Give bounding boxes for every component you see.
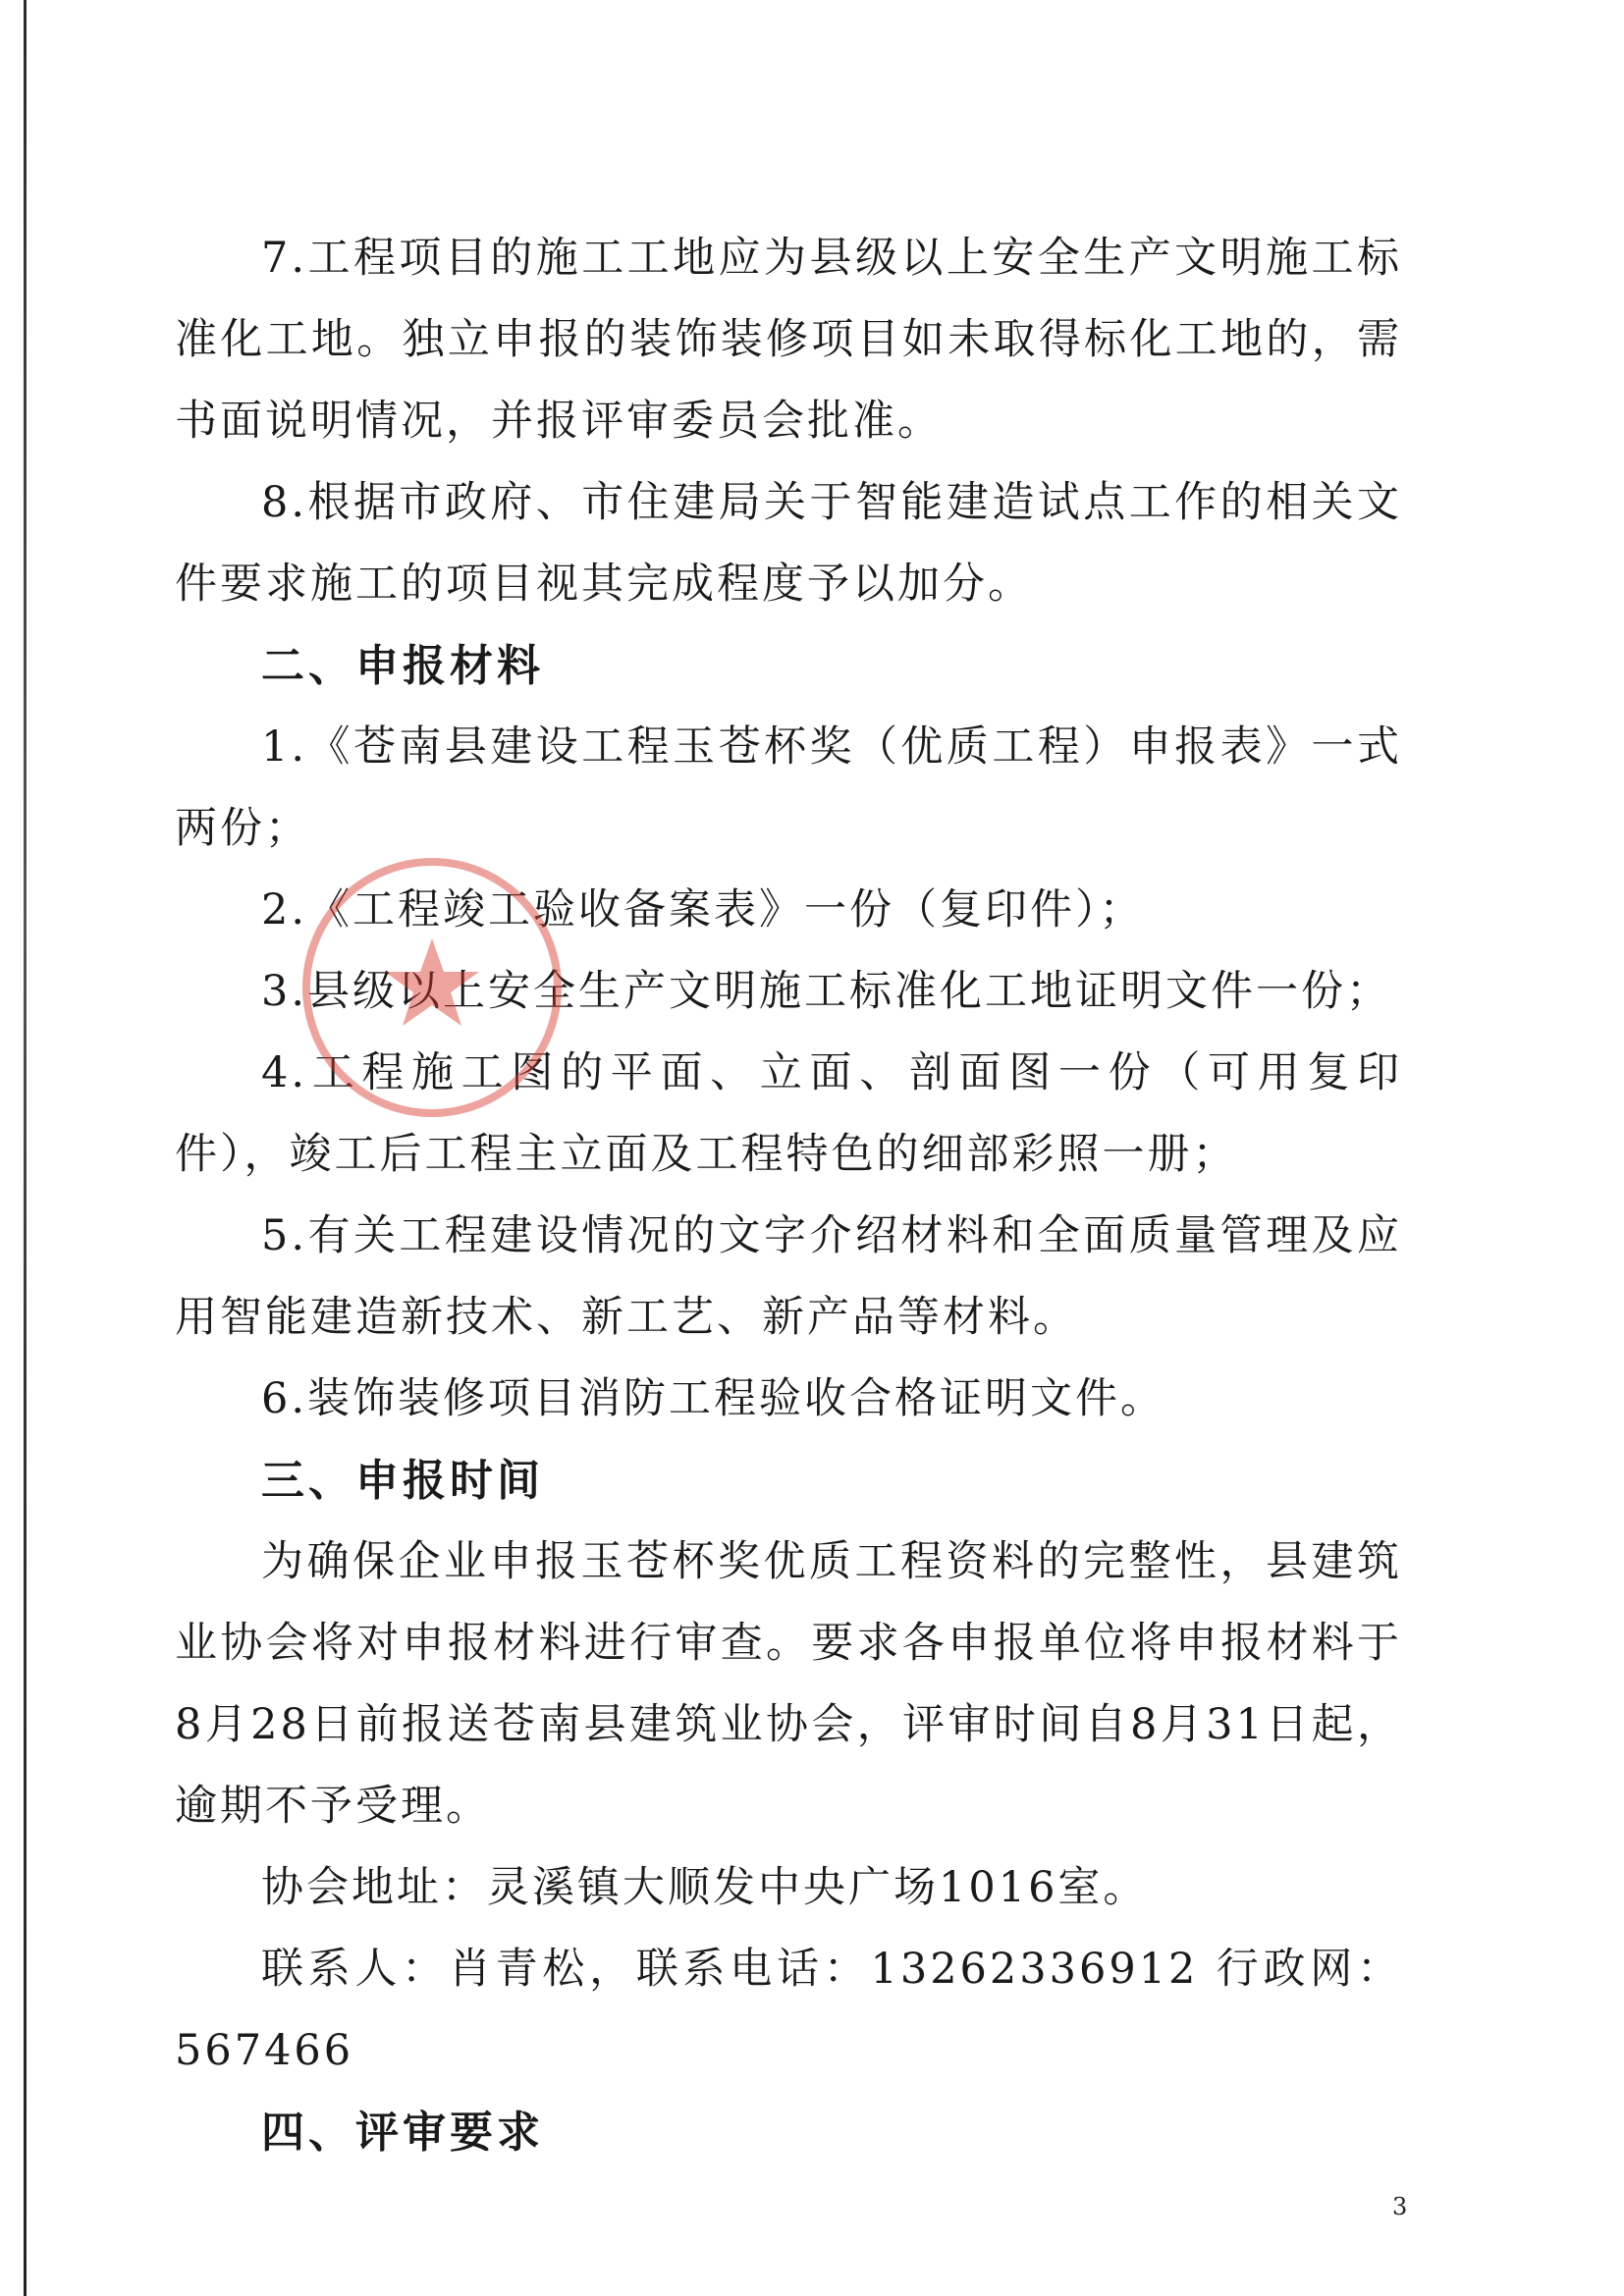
material-item-5: 5.有关工程建设情况的文字介绍材料和全面质量管理及应用智能建造新技术、新工艺、新产品等材料。 — [175, 1211, 1402, 1342]
paragraph-7: 7.工程项目的施工工地应为县级以上安全生产文明施工标准化工地。独立申报的装饰装修项目如未取得标化工地的，需书面说明情况，并报评审委员会批准。 — [175, 234, 1402, 446]
section-heading-materials: 二、申报材料 — [261, 641, 544, 691]
time-paragraph: 为确保企业申报玉苍杯奖优质工程资料的完整性，县建筑业协会将对申报材料进行审查。要求各申报单位将申报材料于8月28日前报送苍南县建筑业协会，评审时间自8月31日起，逾期不予受理。 — [175, 1537, 1402, 1831]
section-heading-time: 三、申报时间 — [261, 1456, 544, 1506]
material-item-4: 4.工程施工图的平面、立面、剖面图一份（可用复印件），竣工后工程主立面及工程特色的细部彩照一册； — [175, 1048, 1402, 1179]
material-item-6: 6.装饰装修项目消防工程验收合格证明文件。 — [261, 1374, 1166, 1423]
section-heading-requirements: 四、评审要求 — [261, 2108, 544, 2158]
contact-info: 联系人：肖青松，联系电话：13262336912 行政网：567466 — [175, 1945, 1402, 2075]
page-number: 3 — [1392, 2193, 1408, 2220]
document-body — [175, 218, 1402, 2173]
material-item-3: 3.县级以上安全生产文明施工标准化工地证明文件一份； — [261, 967, 1392, 1016]
association-address: 协会地址：灵溪镇大顺发中央广场1016室。 — [261, 1863, 1149, 1912]
paragraph-8: 8.根据市政府、市住建局关于智能建造试点工作的相关文件要求施工的项目视其完成程度予以加分。 — [175, 478, 1402, 609]
scan-edge — [24, 0, 27, 2296]
material-item-1: 1.《苍南县建设工程玉苍杯奖（优质工程）申报表》一式两份； — [175, 722, 1402, 853]
material-item-2: 2.《工程竣工验收备案表》一份（复印件）； — [261, 885, 1145, 934]
